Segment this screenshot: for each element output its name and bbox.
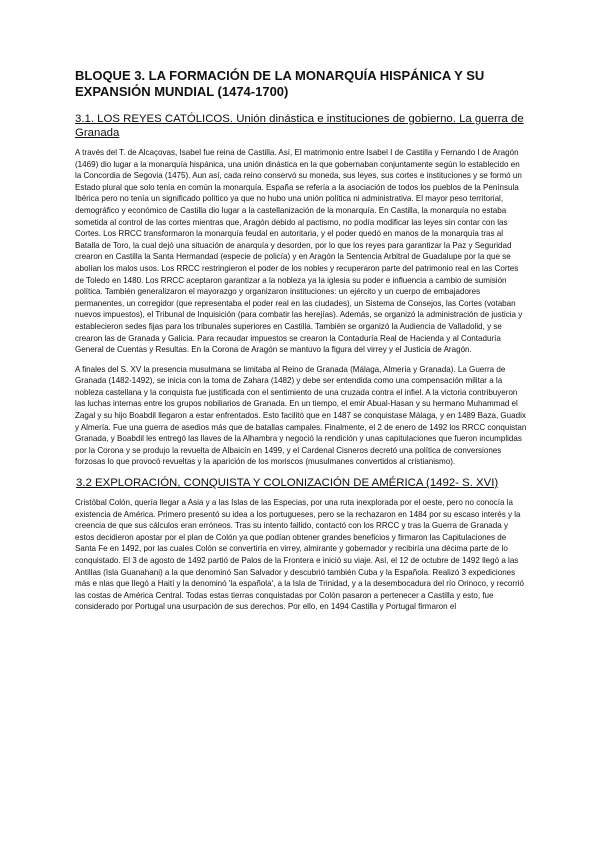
section-3-2-paragraph-1: Cristóbal Colón, quería llegar a Asia y a las Islas de las Especias, por una ruta inexplorada por el oeste, pero no conocía la existencia de América. Primero presentó su idea a los portugueses, pero se la rechazaron en 1484 por su escaso interés y la creencia de que sus cálculos eran erróneos. Tras su intento fallido, contactó con los RRCC y tras la Guerra de Granada y estos decidieron apostar por el plan de Colón ya que podían obtener grandes beneficios y firmaron las Capitulaciones de Santa Fe en 1492, por las cuales Colón se convertiría en virrey, almirante y gobernador y recibiría una décima parte de lo conquistado. El 3 de agosto de 1492 partió de Palos de la Frontera e inició su viaje. Así, el 12 de octubre de 1492 llegó a las Antillas (Isla Guanahani) a la que denominó San Salvador y descubrió también Cuba y la Española. Realizó 3 expediciones más e nlas que llegó a Haití y la denominó 'la española', a la Isla de Trinidad, y a la desembocadura del río Orinoco, y recorrió las costas de América Central. Todas estas tierras conquistadas por Colón pasaron a pertenecer a Castilla y esto, fue considerado por Portugal una usurpación de sus derechos. Por ello, en 1494 Castilla y Portugal firmaron el	[75, 498, 525, 612]
section-heading-3-2: 3.2 EXPLORACIÓN, CONQUISTA Y COLONIZACIÓN DE AMÉRICA (1492- S. XVI)	[76, 477, 499, 490]
document-body	[75, 68, 527, 621]
section-3-1-paragraph-1: A través del T. de Alcaçovas, Isabel fue reina de Castilla. Así, El matrimonio entre Isabel I de Castilla y Fernando I de Aragón (1469) dio lugar a la monarquía hispánica, una unión dinástica en la que gobernaban conjuntamente según lo establecido en la Concordia de Segovia (1475). Aun así, cada reino conservó su moneda, sus leyes, sus cortes e instituciones y se formó un Estado plural que solo tenía en común la monarquía. España se refería a la asociación de todos los pueblos de la Península Ibérica pero no tenía un significado político ya que no hubo una unión política ni administrativa. El mayor peso territorial, demográfico y económico de Castilla dio lugar a la castellanización de la monarquía. En Castilla, la monarquía no estaba sometida al control de las cortes mientras que, Aragón debido al pactismo, no podía modificar las leyes sin contar con las Cortes. Los RRCC transformaron la monarquía feudal en autoritaria, y el poder quedó en manos de la monarquía tras al Batalla de Toro, la cual dejó una situación de anarquía y desorden, por lo que los reyes para garantizar la Paz y Seguridad crearon en Castilla la Santa Hermandad (especie de policía) y en Aragón la Sentencia Arbitral de Guadalupe por la que se abolían los malos usos. Los RRCC restringieron el poder de los nobles y recuperaron parte del patrimonio real en las Cortes de Toledo en 1480. Los RRCC aceptaron garantizar a la nobleza ya la iglesia su poder e influencia a cambio de sumisión política. También generalizaron el mayorazgo y organizaron instituciones: un ejército y un cuerpo de embajadores permanentes, un corregidor (que representaba el poder real en las ciudades), un Sistema de Consejos, las Cortes (votaban nuevos impuestos), el Tribunal de Inquisición (para combatir las herejías). Además, se organizó la administración de justicia y establecieron sedes fijas para los tribunales superiores en Castilla. También se organizó la Audiencia de Valladolid, y se crearon las de Granada y Galicia. Para recaudar impuestos se crearon la Contaduría Real de Hacienda y al Contaduría General de Cuentas y Resultas. En la Corona de Aragón se mantuvo la figura del virrey y el Justicia de Aragón.	[75, 148, 523, 355]
section-heading-3-1: 3.1. LOS REYES CATÓLICOS. Unión dinástica e instituciones de gobierno. La guerra de Granada	[75, 113, 524, 139]
document-title: BLOQUE 3. LA FORMACIÓN DE LA MONARQUÍA HISPÁNICA Y SU EXPANSIÓN MUNDIAL (1474-1700)	[75, 68, 485, 99]
section-3-1-paragraph-2: A finales del S. XV la presencia musulmana se limitaba al Reino de Granada (Málaga, Almería y Granada). La Guerra de Granada (1482-1492), se inicia con la toma de Zahara (1482) y debe ser entendida como una compensación militar a la nobleza castellana y la conquista fue justificada con el sentimiento de una cruzada contra el infiel. A la victoria contribuyeron las luchas internas entre los grupos nobiliarios de Granada. En un tiempo, el emir Abual-Hasan y su hermano Muhammad el Zagal y su hijo Boabdil llegaron a estar enfrentados. Esto facilitó que en 1487 se conquistase Málaga, y en 1489 Baza, Guadix y Almería. Fue una guerra de asedios más que de batallas campales. Finalmente, el 2 de enero de 1492 los RRCC conquistan Granada, y Boabdil les entregó las llaves de la Alhambra y negoció la rendición y unas capitulaciones que fueron incumplidas por la Corona y se produjo la revuelta de Albaicín en 1499, y el Cardenal Cisneros decretó una política de conversiones forzosas lo que provocó revueltas y la aparición de los moriscos (musulmanes convertidos al cristianismo).	[75, 364, 527, 467]
